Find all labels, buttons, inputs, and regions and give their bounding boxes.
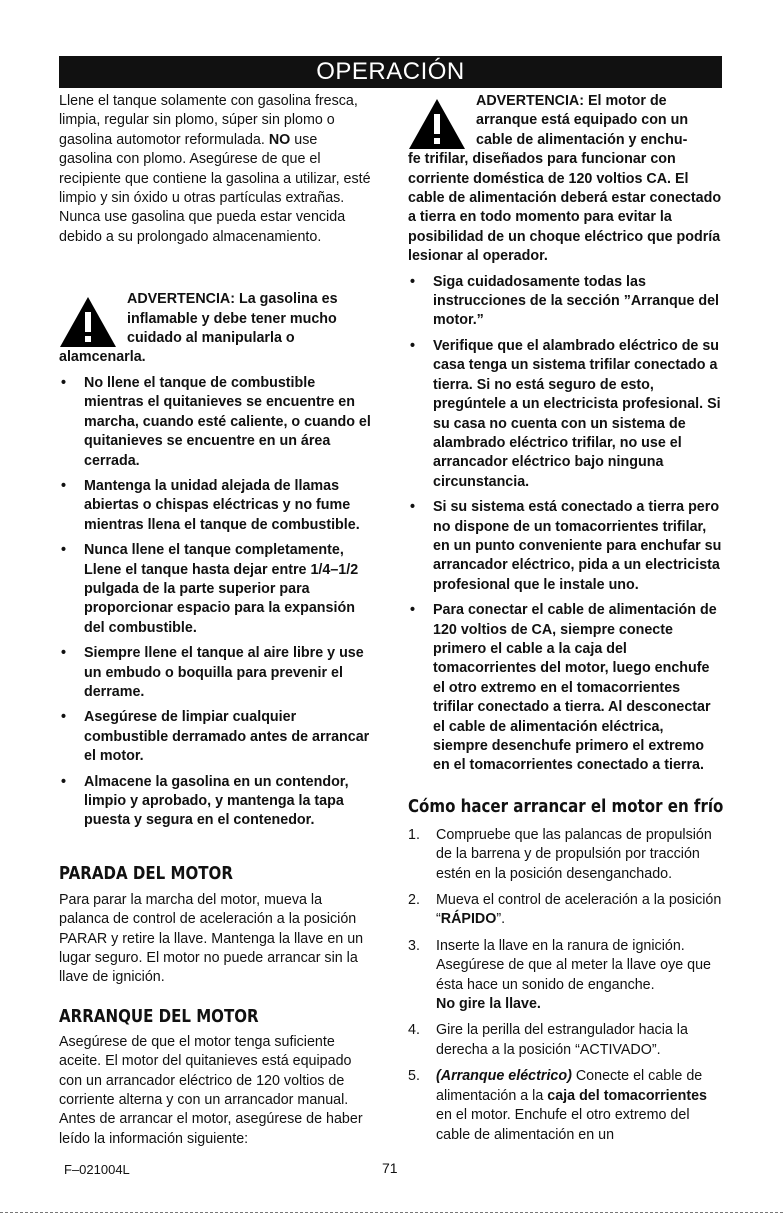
right-column bbox=[408, 92, 722, 1152]
page-number: 71 bbox=[382, 1160, 398, 1176]
list-item: • Nunca llene el tanque completamente, Llene el tanque hasta dejar entre 1/4–1/2 pulgada de la parte superior para proporcionar espacio para la expansión del combustible. bbox=[59, 541, 371, 638]
electric-safety-list bbox=[408, 273, 722, 776]
step-text: Conecte el cable de alimentación a la bbox=[436, 1068, 703, 1104]
warning-line-3: cable de alimentación y enchu- bbox=[476, 131, 688, 148]
step-text-end: en el motor. Enchufe el otro extremo del cable de alimentación en un bbox=[436, 1107, 690, 1143]
intro-no-bold: NO bbox=[268, 131, 291, 148]
list-item: • Verifique que el alambrado eléctrico de su casa tenga un sistema trifilar conectado a tierra. Si no está seguro de esto, pregúntele a un electricista profesional. Si su casa no cuenta con un sistema de alambrado eléctrico trifilar, no use el arrancador eléctrico bajo ninguna circunstancia. bbox=[408, 337, 722, 492]
parada-text: Para parar la marcha del motor, mueva la palanca de control de aceleración a la posición PARAR y retire la llave. Mantenga la llave en un lugar seguro. El motor no puede arrancar sin la llave de ignición. bbox=[59, 891, 364, 986]
gasoline-safety-list bbox=[59, 374, 371, 831]
arranque-text: Asegúrese de que el motor tenga suficiente aceite. El motor del quitanieves está equipado con un arrancador eléctrico de 120 voltios de corriente alterna y con un arrancador manual. Antes de arrancar el motor, asegúrese de haber leído la información siguiente: bbox=[59, 1033, 363, 1147]
list-item: • Mantenga la unidad alejada de llamas abiertas o chispas eléctricas y no fume mientras llena el tanque de combustible. bbox=[59, 477, 371, 535]
step-item bbox=[408, 1067, 722, 1145]
arranque-heading: ARRANQUE DEL MOTOR bbox=[59, 1006, 259, 1027]
warning-line-3: cuidado al manipularla o bbox=[127, 330, 295, 347]
warning-body: fe trifilar, diseñados para funcionar con corriente doméstica de 120 voltios CA. El cable de alimentación deberá estar conectado a tierra en todo momento para evitar la posibilidad de un choque eléctrico que podría lesionar al operador. bbox=[408, 151, 722, 265]
warning-line-2: arranque está equipado con un bbox=[476, 112, 689, 129]
warning-triangle-icon bbox=[408, 98, 466, 150]
warning-line-1: ADVERTENCIA: El motor de bbox=[476, 93, 667, 109]
list-item: • Si su sistema está conectado a tierra pero no dispone de un tomacorrientes trifilar, en un punto conveniente para enchufar su arrancador eléctrico, pida a un electricista profesional que le instale uno. bbox=[408, 498, 722, 595]
intro-text-1: Llene el tanque solamente con gasolina fresca, limpia, regular sin plomo, súper sin plomo o gasolina automotor reformulada. bbox=[59, 93, 358, 148]
gasoline-warning bbox=[59, 290, 371, 368]
warning-line-2: inflamable y debe tener mucho bbox=[127, 310, 337, 327]
step-item bbox=[408, 1021, 722, 1060]
list-item: • No llene el tanque de combustible mientras el quitanieves se encuentre en marcha, cuando esté caliente, o cuando el quitanieves se encuentre en un área cerrada. bbox=[59, 374, 371, 471]
step-item bbox=[408, 826, 722, 884]
step-number: 4. bbox=[408, 1022, 420, 1039]
step-number: 2. bbox=[408, 892, 420, 909]
list-item: • Asegúrese de limpiar cualquier combustible derramado antes de arrancar el motor. bbox=[59, 708, 371, 766]
step-item bbox=[408, 937, 722, 1015]
document-code: F–021004L bbox=[64, 1162, 130, 1177]
list-item: • Para conectar el cable de alimentación de 120 voltios de CA, siempre conecte primero el cable a la caja del tomacorrientes del motor, luego enchufe el otro extremo en el tomacorrientes trifilar conectado a tierra. Al desconectar el cable de alimentación eléctrica, siempre desenchufe primero el extremo en el tomacorrientes conectado a tierra. bbox=[408, 601, 722, 776]
step-bold-text: No gire la llave. bbox=[436, 996, 541, 1013]
step-number: 5. bbox=[408, 1068, 420, 1085]
step-bold-text: caja del tomacorrientes bbox=[547, 1087, 707, 1104]
step-italic-label: (Arranque eléctrico) bbox=[436, 1068, 572, 1085]
list-item: • Siempre llene el tanque al aire libre y use un embudo o boquilla para prevenir el derrame. bbox=[59, 644, 371, 702]
step-text-end: ”. bbox=[496, 911, 506, 928]
warning-line-1: ADVERTENCIA: La gasolina es bbox=[127, 291, 338, 308]
section-banner: OPERACIÓN bbox=[59, 56, 722, 88]
left-column bbox=[59, 92, 371, 1149]
electric-warning bbox=[408, 92, 722, 267]
parada-heading: PARADA DEL MOTOR bbox=[59, 863, 233, 884]
cold-start-steps bbox=[408, 826, 722, 1145]
warning-triangle-icon bbox=[59, 296, 117, 348]
list-item: • Almacene la gasolina en un contendor, limpio y aprobado, y mantenga la tapa puesta y segura en el contenedor. bbox=[59, 773, 371, 831]
step-text: Inserte la llave en la ranura de ignición. Asegúrese de que al meter la llave oye que ésta hace un sonido de enganche. bbox=[436, 937, 711, 993]
intro-text-2: use gasolina con plomo. Asegúrese de que el recipiente que contiene la gasolina a utilizar, esté limpio y sin óxido u otras partículas extrañas. Nunca use gasolina que pueda estar vencida debido a su prolongado almacenamiento. bbox=[59, 131, 371, 245]
step-text: Gire la perilla del estrangulador hacia la derecha a la posición “ACTIVADO”. bbox=[436, 1022, 688, 1058]
list-item: • Siga cuidadosamente todas las instrucciones de la sección ”Arranque del motor.” bbox=[408, 273, 722, 331]
step-bold-text: RÁPIDO bbox=[440, 911, 497, 928]
bottom-divider bbox=[0, 1212, 783, 1213]
cold-start-heading: Cómo hacer arrancar el motor en frío bbox=[408, 796, 724, 817]
step-number: 1. bbox=[408, 826, 420, 843]
step-number: 3. bbox=[408, 937, 420, 954]
step-item bbox=[408, 891, 722, 930]
warning-line-4: alamcenarla. bbox=[59, 349, 146, 366]
intro-paragraph bbox=[59, 92, 371, 247]
step-text: Mueva el control de aceleración a la posición “ bbox=[436, 892, 722, 928]
step-text: Compruebe que las palancas de propulsión de la barrena y de propulsión por tracción estén en la posición desenganchado. bbox=[436, 826, 712, 882]
